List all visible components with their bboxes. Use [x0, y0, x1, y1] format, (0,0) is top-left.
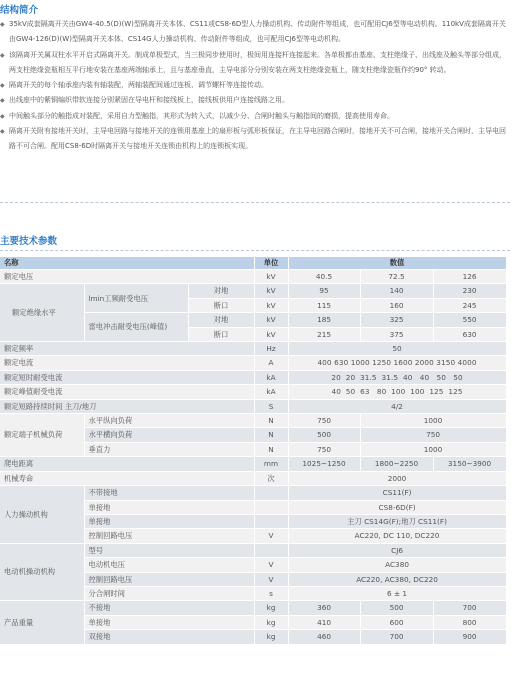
- unit-cell: mm: [254, 457, 288, 471]
- sub-label: 水平横向负荷: [84, 428, 254, 442]
- value-cell: 126: [433, 270, 506, 284]
- unit-cell: kg: [254, 615, 288, 629]
- table-row: [0, 601, 506, 615]
- unit-cell: s: [254, 586, 288, 600]
- value-cell: 40 50 63 80 100 100 125 125: [288, 385, 506, 399]
- sub-label: 单接地: [84, 514, 254, 528]
- row-label: 机械寿命: [0, 471, 254, 485]
- value-cell: 700: [433, 601, 506, 615]
- sub-label: 垂直力: [84, 442, 254, 456]
- unit-cell: V: [254, 529, 288, 543]
- value-cell: 4/2: [288, 399, 506, 413]
- sub-label: 双接地: [84, 630, 254, 644]
- unit-cell: N: [254, 428, 288, 442]
- unit-cell: Hz: [254, 342, 288, 356]
- table-row: [0, 414, 506, 428]
- row-label: 额定频率: [0, 342, 254, 356]
- sub-label: 断口: [188, 298, 254, 312]
- value-cell: 600: [360, 615, 433, 629]
- value-cell: 1025~1250: [288, 457, 360, 471]
- value-cell: 3150~3900: [433, 457, 506, 471]
- table-row: [0, 399, 506, 413]
- sub-label: lmin工频耐受电压: [84, 284, 188, 313]
- row-label: 额定短路持续时间 主刀/地刀: [0, 399, 254, 413]
- unit-cell: S: [254, 399, 288, 413]
- row-label: 爬电距离: [0, 457, 254, 471]
- unit-cell: [254, 486, 288, 500]
- table-row: [0, 543, 506, 557]
- intro-item: ◆ 中间触头部分的触指成对装配，采用自力型触指，其形式为转入式，以减少分、合闸时触头与触指间的磨损，提高使用寿命。: [0, 109, 508, 124]
- unit-cell: kV: [254, 327, 288, 341]
- value-cell: CJ6: [288, 543, 506, 557]
- table-row: [0, 370, 506, 384]
- unit-cell: [254, 500, 288, 514]
- value-cell: 140: [360, 284, 433, 298]
- table-row: [0, 385, 506, 399]
- sub-label: 不带接地: [84, 486, 254, 500]
- value-cell: 115: [288, 298, 360, 312]
- value-cell: 160: [360, 298, 433, 312]
- value-cell: 185: [288, 313, 360, 327]
- sub-label: 对地: [188, 284, 254, 298]
- sub-label: 控制回路电压: [84, 529, 254, 543]
- value-cell: 750: [360, 428, 506, 442]
- unit-cell: kA: [254, 370, 288, 384]
- unit-cell: [254, 543, 288, 557]
- value-cell: 215: [288, 327, 360, 341]
- sub-label: 分合闸时间: [84, 586, 254, 600]
- sub-label: 雷电冲击耐受电压(峰值): [84, 313, 188, 342]
- row-label: 额定短时耐受电流: [0, 370, 254, 384]
- value-cell: 750: [288, 442, 360, 456]
- value-cell: 550: [433, 313, 506, 327]
- value-cell: AC380: [288, 558, 506, 572]
- table-header-row: [0, 257, 506, 270]
- intro-item: ◆ 该隔离开关属双柱水平开启式隔离开关。制成单极型式，当三极同步使用时，极间用连接杆连接起来。各单极都由基座、支柱绝缘子、出线座及触头等部分组成，两支柱绝缘瓷瓶相互平行地安装在基座两端轴承上，且与基座垂直，主导电部分分别安装在两支柱绝缘瓷瓶上，随支柱绝缘瓷瓶作约90° 转动。: [0, 48, 508, 79]
- value-cell: 6 ± 1: [288, 586, 506, 600]
- value-cell: 50: [288, 342, 506, 356]
- sub-label: 对地: [188, 313, 254, 327]
- unit-cell: kg: [254, 601, 288, 615]
- row-label: 额定电流: [0, 356, 254, 370]
- unit-cell: N: [254, 442, 288, 456]
- table-row: [0, 342, 506, 356]
- value-cell: 40.5: [288, 270, 360, 284]
- value-cell: 2000: [288, 471, 506, 485]
- row-label: 额定绝缘水平: [0, 284, 84, 342]
- sub-label: 单接地: [84, 500, 254, 514]
- sub-label: 型号: [84, 543, 254, 557]
- row-label: 电动机操动机构: [0, 543, 84, 601]
- tech-params-table: [0, 257, 507, 645]
- sub-label: 电动机电压: [84, 558, 254, 572]
- value-cell: 360: [288, 601, 360, 615]
- row-label: 额定峰值耐受电流: [0, 385, 254, 399]
- value-cell: 375: [360, 327, 433, 341]
- divider: [0, 202, 510, 203]
- unit-cell: kV: [254, 270, 288, 284]
- unit-cell: kV: [254, 284, 288, 298]
- value-cell: 1000: [360, 414, 506, 428]
- sub-label: 不接地: [84, 601, 254, 615]
- row-label: 产品重量: [0, 601, 84, 644]
- value-cell: 20 20 31.5 31.5 40 40 50 50: [288, 370, 506, 384]
- header-unit: 单位: [254, 257, 288, 270]
- value-cell: 460: [288, 630, 360, 644]
- value-cell: 1000: [360, 442, 506, 456]
- table-row: [0, 356, 506, 370]
- header-name: 名称: [0, 257, 254, 270]
- value-cell: 500: [288, 428, 360, 442]
- header-value: 数值: [288, 257, 506, 270]
- section-title-structure: 结构简介: [0, 5, 39, 16]
- unit-cell: kA: [254, 385, 288, 399]
- table-row: [0, 270, 506, 284]
- value-cell: 主刀 CS14G(F);地刀 CS11(F): [288, 514, 506, 528]
- table-row: [0, 486, 506, 500]
- value-cell: 95: [288, 284, 360, 298]
- divider: [0, 250, 510, 251]
- value-cell: 900: [433, 630, 506, 644]
- value-cell: 410: [288, 615, 360, 629]
- value-cell: 72.5: [360, 270, 433, 284]
- table-row: [0, 471, 506, 485]
- sub-label: 单接地: [84, 615, 254, 629]
- unit-cell: V: [254, 558, 288, 572]
- value-cell: 1800~2250: [360, 457, 433, 471]
- intro-item: ◆ 35kV成套隔离开关由GW4-40.5(D)(W)型隔离开关本体、CS11或CS8-6D型人力操动机构、传动附件等组成，也可配用CJ6型等电动机构。110kV成套隔离开关由GW4-126(D)(W)型隔离开关本体、CS14G人力操动机构、传动附件等组成，也可配用CJ6型等电动机构。: [0, 17, 508, 48]
- row-label: 人力操动机构: [0, 486, 84, 544]
- unit-cell: A: [254, 356, 288, 370]
- value-cell: 245: [433, 298, 506, 312]
- intro-item: ◆ 隔离开关附有接地开关时，主导电回路与接地开关的连锁用基座上的扇形板与弧形板保证，在主导电回路合闸时，接地开关不可合闸，接地开关合闸时，主导电回路不可合闸。配用CS8-6D时隔离开关与接地开关连锁由机构上的连锁板实现。: [0, 124, 508, 155]
- value-cell: 630: [433, 327, 506, 341]
- structure-intro-list: [0, 17, 508, 155]
- intro-item: ◆ 出线座中的紫铜编织带软连接分别紧固在导电杆和接线板上，接线板供用户连接线路之用。: [0, 93, 508, 108]
- value-cell: AC220, AC380, DC220: [288, 572, 506, 586]
- value-cell: 750: [288, 414, 360, 428]
- sub-label: 水平纵向负荷: [84, 414, 254, 428]
- value-cell: CS11(F): [288, 486, 506, 500]
- unit-cell: V: [254, 572, 288, 586]
- section-title-params: 主要技术参数: [0, 236, 58, 247]
- unit-cell: kV: [254, 313, 288, 327]
- value-cell: CS8-6D(F): [288, 500, 506, 514]
- row-label: 额定电压: [0, 270, 254, 284]
- unit-cell: N: [254, 414, 288, 428]
- table-row: [0, 284, 506, 298]
- intro-item: ◆ 隔离开关的每个轴承座内装有轴装配，两轴装配间通过连板、调节螺杆等连接传动。: [0, 78, 508, 93]
- sub-label: 控制回路电压: [84, 572, 254, 586]
- value-cell: AC220, DC 110, DC220: [288, 529, 506, 543]
- table-row: [0, 457, 506, 471]
- value-cell: 700: [360, 630, 433, 644]
- row-label: 额定端子机械负荷: [0, 414, 84, 457]
- value-cell: 400 630 1000 1250 1600 2000 3150 4000: [288, 356, 506, 370]
- value-cell: 800: [433, 615, 506, 629]
- unit-cell: kV: [254, 298, 288, 312]
- unit-cell: kg: [254, 630, 288, 644]
- unit-cell: [254, 514, 288, 528]
- value-cell: 325: [360, 313, 433, 327]
- sub-label: 断口: [188, 327, 254, 341]
- unit-cell: 次: [254, 471, 288, 485]
- value-cell: 230: [433, 284, 506, 298]
- value-cell: 500: [360, 601, 433, 615]
